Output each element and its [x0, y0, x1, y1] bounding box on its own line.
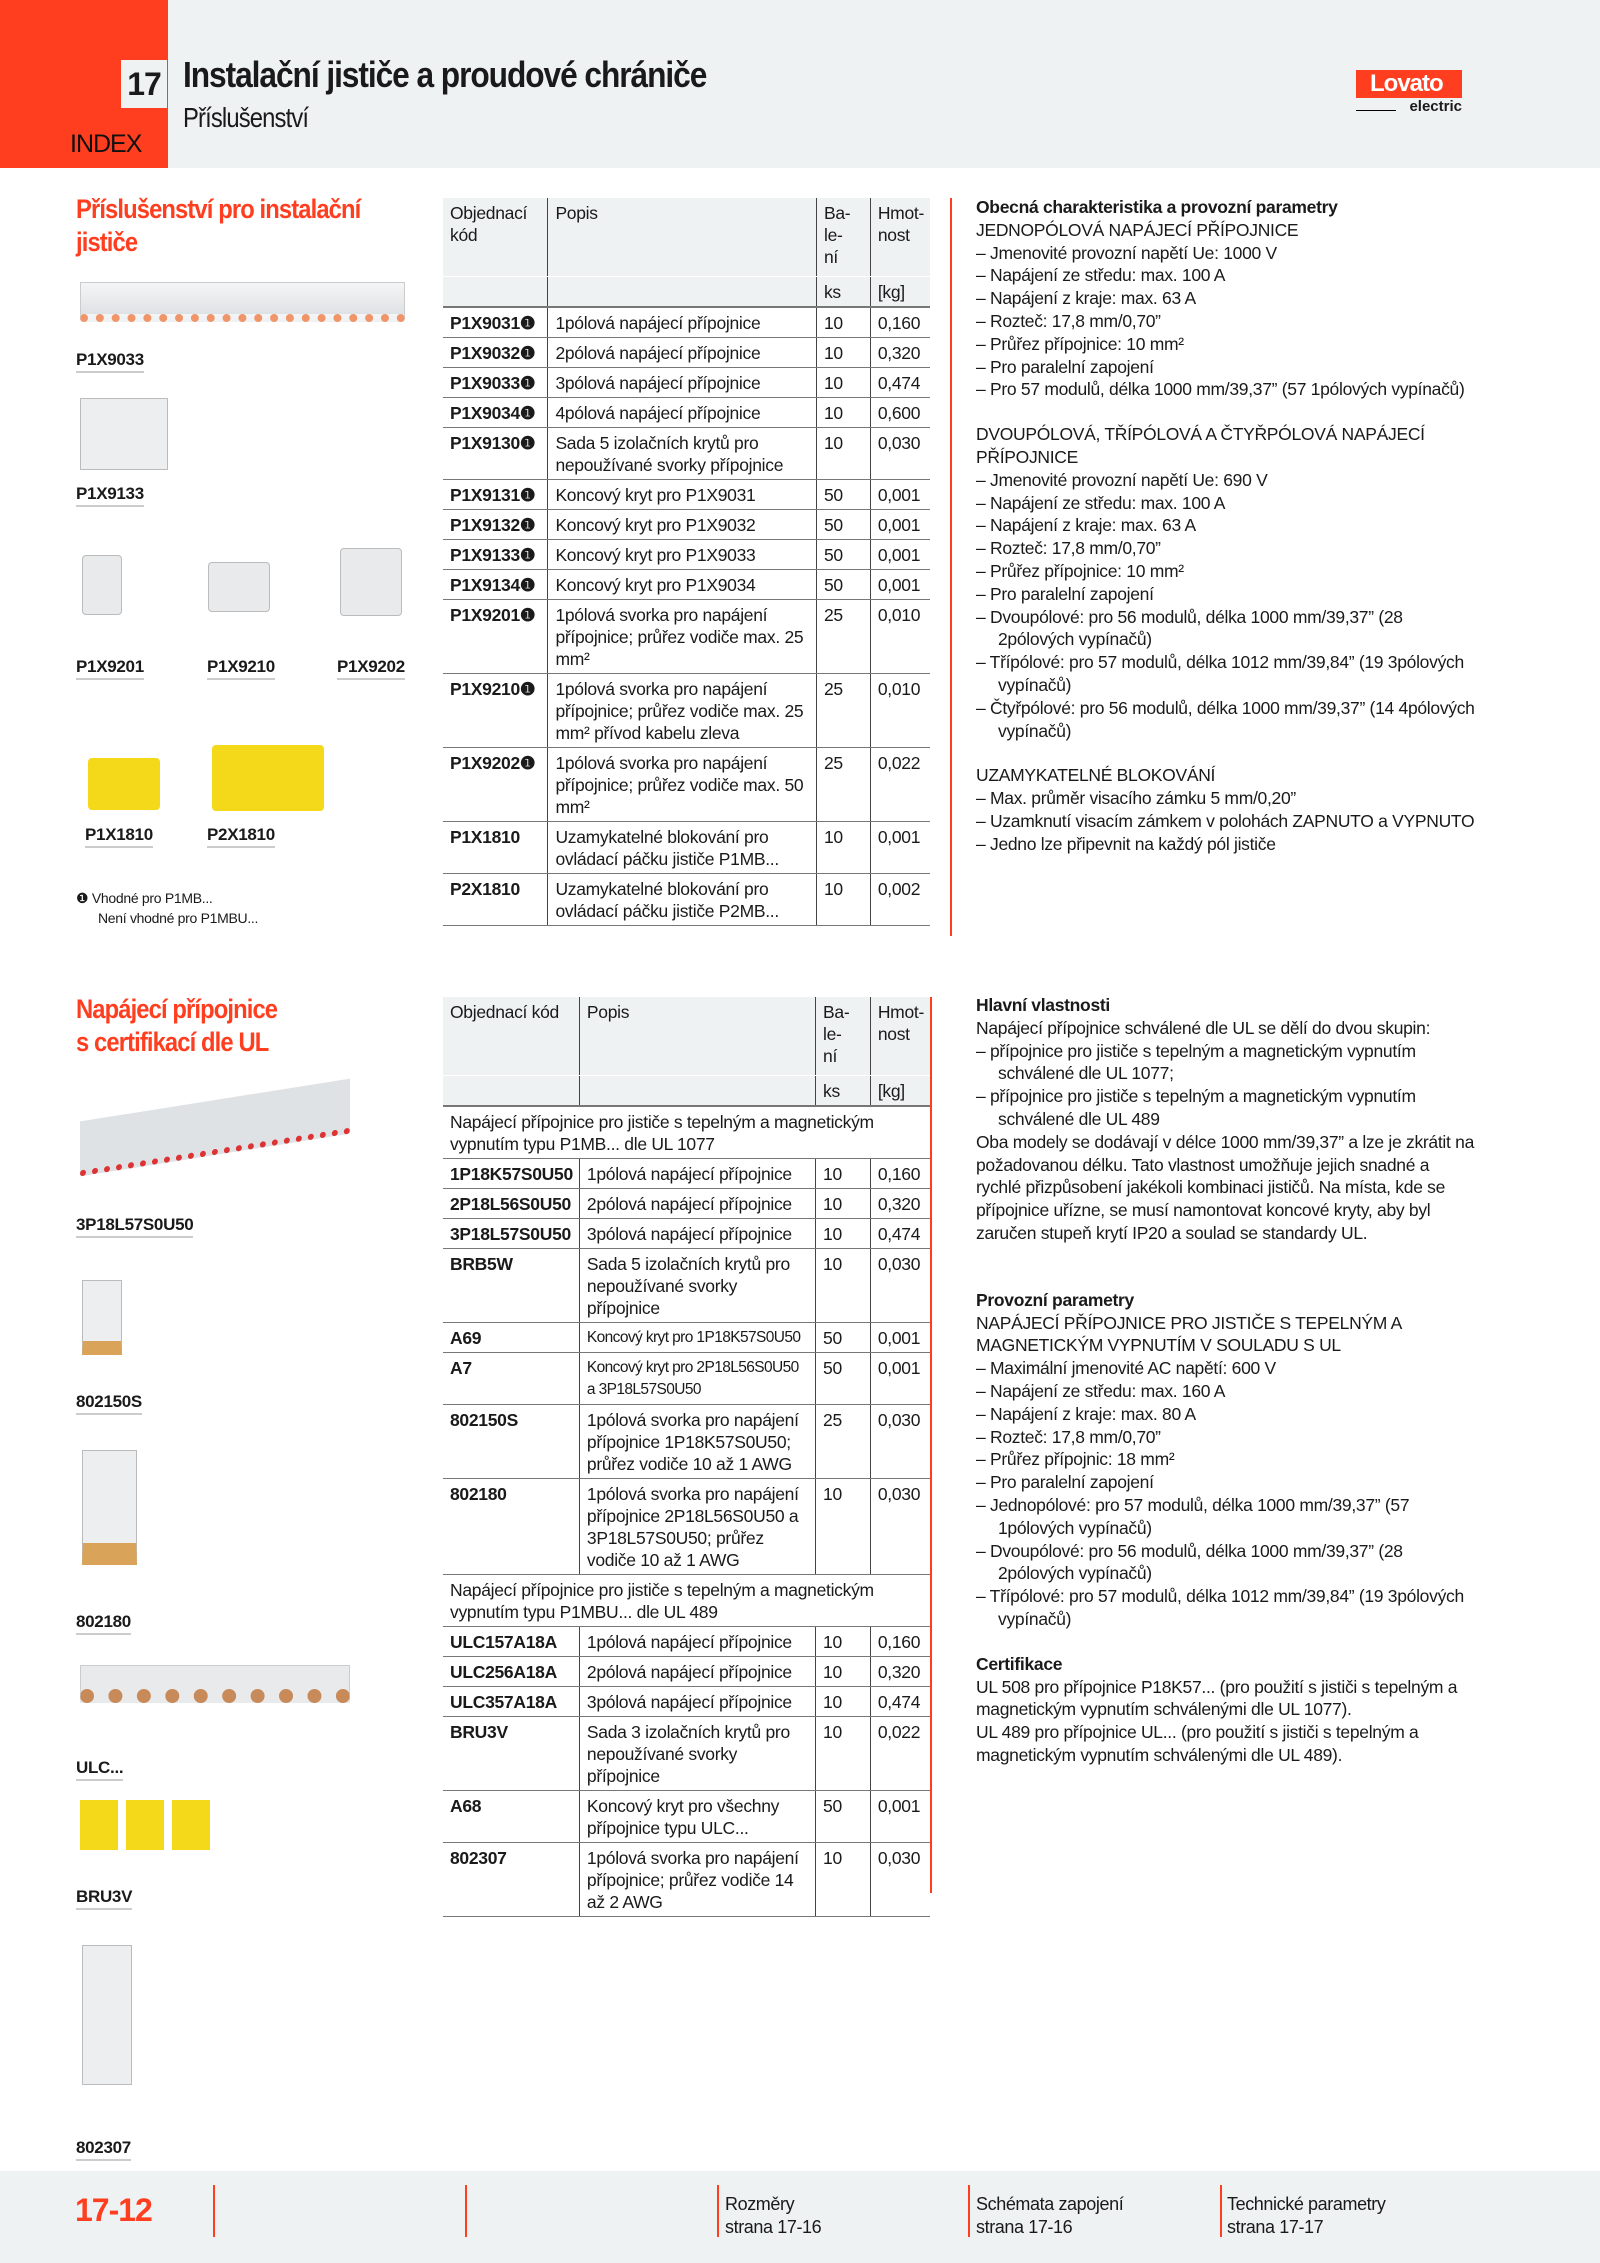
pack-quantity: 10 [816, 1218, 871, 1248]
pack-quantity: 50 [816, 1790, 871, 1842]
header-text: ní [823, 247, 838, 267]
pack-quantity: 10 [816, 1248, 871, 1322]
description: Koncový kryt pro všechny přípojnice typu ULC... [579, 1790, 815, 1842]
divider [717, 2185, 719, 2237]
footer-link-wiring[interactable]: Schémata zapojení strana 17-16 [976, 2194, 1124, 2237]
bullet-item: – Napájení ze středu: max. 100 A [976, 492, 1226, 513]
bullet-item: – Maximální jmenovité AC napětí: 600 V [976, 1358, 1276, 1379]
bullet-item: – Čtyřpólové: pro 56 modulů, délka 1000 mm/39,37” (14 4pólových vypínačů) [976, 697, 1475, 741]
order-code[interactable]: P1X9034❶ [443, 397, 548, 427]
product-label: BRU3V [76, 1887, 132, 1910]
table-row [443, 1686, 930, 1716]
description: 2pólová napájecí přípojnice [548, 337, 817, 367]
order-code[interactable]: 802150S [443, 1404, 579, 1478]
pack-quantity: 50 [816, 539, 870, 569]
product-label: 802180 [76, 1612, 131, 1635]
bullet-item: – Napájení z kraje: max. 63 A [976, 515, 1196, 536]
product-label: 802307 [76, 2138, 131, 2161]
terminal-image [208, 562, 270, 612]
pack-quantity: 10 [816, 1842, 871, 1916]
pack-quantity: 50 [816, 1352, 871, 1404]
description: Uzamykatelné blokování pro ovládací páčku jističe P1MB... [548, 821, 817, 873]
description: 2pólová napájecí přípojnice [579, 1656, 815, 1686]
table-row [443, 509, 930, 539]
weight: 0,030 [870, 427, 930, 479]
table-row [443, 1218, 930, 1248]
divider [1220, 2185, 1222, 2237]
pack-quantity: 10 [816, 873, 870, 925]
product-label: 802150S [76, 1392, 142, 1415]
spacer [976, 1267, 1476, 1289]
order-code[interactable]: P1X9131❶ [443, 479, 548, 509]
bullet-item: – Napájení z kraje: max. 63 A [976, 288, 1196, 309]
column-header [443, 997, 579, 1075]
accessories-table [443, 198, 930, 926]
ulc-busbar-image [80, 1665, 350, 1703]
bullet-item: – Pro 57 modulů, délka 1000 mm/39,37” (57 1pólových vypínačů) [976, 379, 1465, 400]
table-row [443, 599, 930, 673]
weight: 0,030 [870, 1248, 930, 1322]
weight: 0,001 [870, 821, 930, 873]
spacer [976, 1245, 1476, 1267]
spacer [976, 1631, 1476, 1653]
column-header [816, 997, 871, 1075]
pack-quantity: 10 [816, 1478, 871, 1574]
weight: 0,320 [870, 337, 930, 367]
description: Koncový kryt pro 1P18K57S0U50 [579, 1322, 815, 1352]
description: 2pólová napájecí přípojnice [579, 1188, 815, 1218]
pack-quantity: 10 [816, 307, 870, 338]
pack-quantity: 25 [816, 599, 870, 673]
unit-cell [443, 1075, 579, 1106]
description: 3pólová napájecí přípojnice [579, 1686, 815, 1716]
table-row [443, 427, 930, 479]
description: Uzamykatelné blokování pro ovládací páčku jističe P2MB... [548, 873, 817, 925]
description: 1pólová napájecí přípojnice [548, 307, 817, 338]
description: 1pólová svorka pro napájení přípojnice 1P18K57S0U50; průřez vodiče 10 až 1 AWG [579, 1404, 815, 1478]
order-code[interactable]: P1X1810 [443, 821, 548, 873]
bullet-item: – přípojnice pro jističe s tepelným a magnetickým vypnutím schválené dle UL 489 [976, 1086, 1416, 1129]
description: 1pólová svorka pro napájení přípojnice; průřez vodiče max. 25 mm² přívod kabelu zleva [548, 673, 817, 747]
table-row [443, 1248, 930, 1322]
table-row [443, 539, 930, 569]
order-code[interactable]: 1P18K57S0U50 [443, 1158, 579, 1188]
lovato-logo [1356, 70, 1462, 115]
table-row [443, 1478, 930, 1574]
bullet-item: – Průřez přípojnice: 10 mm² [976, 333, 1184, 354]
pack-quantity: 50 [816, 1322, 871, 1352]
weight: 0,160 [870, 1626, 930, 1656]
divider [465, 2185, 467, 2237]
description: 4pólová napájecí přípojnice [548, 397, 817, 427]
busbar-image [80, 282, 405, 322]
table-units-row [443, 1075, 930, 1106]
table-units-row [443, 276, 930, 307]
table-row [443, 397, 930, 427]
table-header-row [443, 997, 930, 1075]
bullet-item: – Dvoupólové: pro 56 modulů, délka 1000 mm/39,37” (28 2pólových vypínačů) [976, 606, 1403, 650]
group-header: Napájecí přípojnice pro jističe s tepelným a magnetickým vypnutím typu P1MBU... dle UL 489 [443, 1574, 930, 1626]
weight: 0,001 [870, 569, 930, 599]
weight: 0,474 [870, 1686, 930, 1716]
bullet-item: – Třípólové: pro 57 modulů, délka 1012 mm/39,84” (19 3pólových vypínačů) [976, 652, 1464, 695]
pack-quantity: 50 [816, 569, 870, 599]
description: Koncový kryt pro 2P18L56S0U50 a 3P18L57S0U50 [579, 1352, 815, 1404]
column-header [870, 198, 930, 276]
pack-quantity: 25 [816, 673, 870, 747]
order-code[interactable]: P1X9210❶ [443, 673, 548, 747]
column-header [579, 997, 815, 1075]
description: 1pólová napájecí přípojnice [579, 1158, 815, 1188]
unit-cell: [kg] [870, 276, 930, 307]
bullet-item: – Rozteč: 17,8 mm/0,70” [976, 310, 1161, 331]
product-label: P2X1810 [207, 825, 275, 848]
order-code[interactable]: BRU3V [443, 1716, 579, 1790]
weight: 0,474 [870, 367, 930, 397]
bullet-item: – Napájení ze středu: max. 100 A [976, 265, 1226, 286]
description: 1pólová svorka pro napájení přípojnice; průřez vodiče max. 25 mm² [548, 599, 817, 673]
footnote-line: Není vhodné pro P1MBU... [98, 910, 259, 926]
terminal-image [340, 548, 402, 616]
pack-quantity: 25 [816, 1404, 871, 1478]
table-row [443, 673, 930, 747]
weight: 0,030 [870, 1842, 930, 1916]
weight: 0,600 [870, 397, 930, 427]
description: 1pólová svorka pro napájení přípojnice 2P18L56S0U50 a 3P18L57S0U50; průřez vodiče 10 až 1 AWG [579, 1478, 815, 1574]
bullet-item: – Jedno lze připevnit na každý pól jističe [976, 833, 1276, 854]
header-text: Hmot- [877, 1002, 924, 1022]
pack-quantity: 10 [816, 337, 870, 367]
table-row [443, 569, 930, 599]
weight: 0,001 [870, 509, 930, 539]
end-cover-image [80, 398, 168, 470]
terminal-image [82, 1450, 137, 1565]
footer-link-dimensions[interactable]: Rozměry strana 17-16 [725, 2194, 822, 2237]
pack-quantity: 10 [816, 1656, 871, 1686]
weight: 0,320 [870, 1188, 930, 1218]
order-code[interactable]: A69 [443, 1322, 579, 1352]
text-heading: Provozní parametry [976, 1289, 1134, 1310]
order-code[interactable]: A68 [443, 1790, 579, 1842]
bullet-item: – Třípólové: pro 57 modulů, délka 1012 mm/39,84” (19 3pólových vypínačů) [976, 1586, 1464, 1629]
product-label: P1X9202 [337, 657, 405, 680]
pack-quantity: 10 [816, 427, 870, 479]
paragraph: UL 489 pro přípojnice UL... (pro použití s jističi s tepelným a magnetickým vypnutím schválenými dle UL 489). [976, 1722, 1419, 1765]
page-number: 17-12 [75, 2192, 152, 2228]
weight: 0,474 [870, 1218, 930, 1248]
footnote-line: ❶ Vhodné pro P1MB... [76, 890, 213, 906]
header-text: ní [823, 1046, 838, 1066]
table-row [443, 1842, 930, 1916]
pack-quantity: 10 [816, 1716, 871, 1790]
description: 3pólová napájecí přípojnice [579, 1218, 815, 1248]
spacer [976, 401, 1476, 423]
table-row [443, 1352, 930, 1404]
order-code[interactable]: BRB5W [443, 1248, 579, 1322]
pack-quantity: 25 [816, 747, 870, 821]
weight: 0,001 [870, 1790, 930, 1842]
weight: 0,320 [870, 1656, 930, 1686]
weight: 0,030 [870, 1404, 930, 1478]
table-row [443, 1322, 930, 1352]
group-header: Napájecí přípojnice pro jističe s tepelným a magnetickým vypnutím typu P1MB... dle UL 1077 [443, 1106, 930, 1159]
paragraph: Oba modely se dodávají v délce 1000 mm/39,37” a lze je zkrátit na požadovanou délku. Tato vlastnost umožňuje jejich snadné a rychlé přizpůsobení jakékoli kombinaci jističů. Na místa, kde se přípojnice uřízne, se musí namontovat koncové kryty, aby byl zaručen stupeň krytí IP20 a soulad se standardy UL. [976, 1131, 1474, 1243]
table-row [443, 1106, 930, 1159]
paragraph: Napájecí přípojnice schválené dle UL se dělí do dvou skupin: [976, 1017, 1431, 1038]
order-code[interactable]: A7 [443, 1352, 579, 1404]
product-label: P1X1810 [85, 825, 153, 848]
table-row [443, 367, 930, 397]
paragraph: NAPÁJECÍ PŘÍPOJNICE PRO JISTIČE S TEPELNÝM A MAGNETICKÝM VYPNUTÍM V SOULADU S UL [976, 1312, 1402, 1356]
description: 1pólová svorka pro napájení přípojnice; průřez vodiče 14 až 2 AWG [579, 1842, 815, 1916]
pack-quantity: 10 [816, 821, 870, 873]
pack-quantity: 10 [816, 1188, 871, 1218]
bullet-item: – Pro paralelní zapojení [976, 1472, 1154, 1493]
order-code[interactable]: P1X9201❶ [443, 599, 548, 673]
weight: 0,001 [870, 1352, 930, 1404]
main-features [976, 994, 1476, 1767]
table-row [443, 747, 930, 821]
weight: 0,001 [870, 479, 930, 509]
product-label: 3P18L57S0U50 [76, 1215, 193, 1238]
terminal-image [82, 1280, 122, 1355]
pack-quantity: 10 [816, 367, 870, 397]
bullet-item: – Jednopólové: pro 57 modulů, délka 1000 mm/39,37” (57 1pólových vypínačů) [976, 1494, 1410, 1538]
header-text: nost [877, 1024, 910, 1044]
ul-busbar-table [443, 997, 930, 1917]
order-code[interactable]: 3P18L57S0U50 [443, 1218, 579, 1248]
bullet-item: – Rozteč: 17,8 mm/0,70” [976, 538, 1161, 559]
order-code[interactable]: P1X9134❶ [443, 569, 548, 599]
terminal-image [82, 1945, 132, 2085]
bullet-item: – Uzamknutí visacím zámkem v polohách ZAPNUTO a VYPNUTO [976, 810, 1475, 831]
weight: 0,160 [870, 307, 930, 338]
order-code[interactable]: P1X9031❶ [443, 307, 548, 338]
table-row [443, 821, 930, 873]
description: 1pólová svorka pro napájení přípojnice; průřez vodiče max. 50 mm² [548, 747, 817, 821]
logo-subtext: electric [1409, 98, 1462, 115]
heading-line: Napájecí přípojnice [76, 994, 278, 1024]
ul-busbar-image [80, 1079, 350, 1177]
index-link[interactable]: INDEX [70, 130, 142, 158]
divider [968, 2185, 970, 2237]
description: Koncový kryt pro P1X9031 [548, 479, 817, 509]
order-code[interactable]: ULC256A18A [443, 1656, 579, 1686]
order-code[interactable]: P1X9132❶ [443, 509, 548, 539]
weight: 0,001 [870, 1322, 930, 1352]
bullet-item: – Jmenovité provozní napětí Ue: 1000 V [976, 242, 1277, 263]
weight: 0,022 [870, 1716, 930, 1790]
table-row [443, 1158, 930, 1188]
section2-heading [76, 993, 277, 1059]
insulating-covers-image [80, 1800, 210, 1850]
header-text: Popis [555, 203, 598, 223]
spacer [976, 742, 1476, 764]
footnote [76, 888, 258, 928]
order-code[interactable]: ULC357A18A [443, 1686, 579, 1716]
table-row [443, 1404, 930, 1478]
page-subtitle: Příslušenství [183, 102, 309, 133]
bullet-item: – Dvoupólové: pro 56 modulů, délka 1000 mm/39,37” (28 2pólových vypínačů) [976, 1540, 1403, 1584]
order-code[interactable]: P1X9033❶ [443, 367, 548, 397]
bullet-item: – Pro paralelní zapojení [976, 356, 1154, 377]
order-code[interactable]: 2P18L56S0U50 [443, 1188, 579, 1218]
bullet-item: – Napájení z kraje: max. 80 A [976, 1403, 1196, 1424]
product-label: P1X9201 [76, 657, 144, 680]
unit-cell: ks [816, 1075, 871, 1106]
description: Sada 3 izolačních krytů pro nepoužívané svorky přípojnice [579, 1716, 815, 1790]
header-text: Ba- [823, 1002, 850, 1022]
header-text: le- [823, 225, 843, 245]
weight: 0,030 [870, 1478, 930, 1574]
pack-quantity: 10 [816, 1686, 871, 1716]
table-row [443, 337, 930, 367]
column-header [443, 198, 548, 276]
header-text: Popis [586, 1002, 630, 1022]
section1-heading: Příslušenství pro instalační jističe [76, 194, 361, 257]
bullet-item: – Průřez přípojnic: 18 mm² [976, 1449, 1175, 1470]
bullet-item: – Max. průměr visacího zámku 5 mm/0,20” [976, 788, 1296, 809]
weight: 0,160 [870, 1158, 930, 1188]
general-characteristics [976, 196, 1476, 856]
order-code[interactable]: P1X9202❶ [443, 747, 548, 821]
table-row [443, 1188, 930, 1218]
bullet-item: – Napájení ze středu: max. 160 A [976, 1380, 1226, 1401]
table-header-row [443, 198, 930, 276]
header-text: le- [823, 1024, 842, 1044]
weight: 0,002 [870, 873, 930, 925]
unit-cell [443, 276, 548, 307]
weight: 0,022 [870, 747, 930, 821]
chapter-number: 17 [121, 60, 167, 108]
table-row [443, 1790, 930, 1842]
terminal-image [82, 555, 122, 615]
paragraph: DVOUPÓLOVÁ, TŘÍPÓLOVÁ A ČTYŘPÓLOVÁ NAPÁJECÍ PŘÍPOJNICE [976, 424, 1425, 467]
description: Sada 5 izolačních krytů pro nepoužívané svorky přípojnice [548, 427, 817, 479]
footer-link-technical[interactable]: Technické parametry strana 17-17 [1227, 2194, 1386, 2237]
divider [950, 198, 952, 936]
heading-line: s certifikací dle UL [76, 1027, 269, 1057]
description: Koncový kryt pro P1X9033 [548, 539, 817, 569]
pack-quantity: 50 [816, 509, 870, 539]
unit-cell: ks [816, 276, 870, 307]
weight: 0,010 [870, 673, 930, 747]
paragraph: JEDNOPÓLOVÁ NAPÁJECÍ PŘÍPOJNICE [976, 219, 1299, 240]
text-heading: Hlavní vlastnosti [976, 995, 1110, 1015]
bullet-item: – Pro paralelní zapojení [976, 583, 1154, 604]
table-row [443, 873, 930, 925]
order-code[interactable]: P2X1810 [443, 873, 548, 925]
order-code[interactable]: 802307 [443, 1842, 579, 1916]
unit-cell: [kg] [870, 1075, 930, 1106]
text-heading: Obecná charakteristika a provozní parametry [976, 197, 1338, 217]
pack-quantity: 10 [816, 397, 870, 427]
paragraph: UZAMYKATELNÉ BLOKOVÁNÍ [976, 765, 1216, 786]
unit-cell [548, 276, 817, 307]
table-row [443, 1656, 930, 1686]
pack-quantity: 10 [816, 1158, 871, 1188]
description: 1pólová napájecí přípojnice [579, 1626, 815, 1656]
weight: 0,001 [870, 539, 930, 569]
table-row [443, 1574, 930, 1626]
table-row [443, 479, 930, 509]
table-row [443, 1716, 930, 1790]
lock-image [212, 745, 324, 811]
description: 3pólová napájecí přípojnice [548, 367, 817, 397]
header-text: nost [877, 225, 910, 245]
column-header [816, 198, 870, 276]
pack-quantity: 10 [816, 1626, 871, 1656]
bullet-item: – Průřez přípojnice: 10 mm² [976, 560, 1184, 581]
unit-cell [579, 1075, 815, 1106]
product-label: P1X9210 [207, 657, 275, 680]
lock-image [88, 758, 160, 810]
column-header [870, 997, 930, 1075]
divider [930, 997, 932, 1893]
header-text: Ba- [823, 203, 851, 223]
bullet-item: – přípojnice pro jističe s tepelným a magnetickým vypnutím schválené dle UL 1077; [976, 1040, 1416, 1084]
order-code[interactable]: 802180 [443, 1478, 579, 1574]
header-text: Hmot- [877, 203, 924, 223]
order-code[interactable]: P1X9130❶ [443, 427, 548, 479]
order-code[interactable]: P1X9032❶ [443, 337, 548, 367]
text-heading: Certifikace [976, 1653, 1063, 1674]
paragraph: UL 508 pro přípojnice P18K57... (pro použití s jističi s tepelným a magnetickým vypnutím schválenými dle UL 1077). [976, 1676, 1458, 1720]
order-code[interactable]: ULC157A18A [443, 1626, 579, 1656]
logo-text: Lovato [1356, 70, 1462, 98]
header-text: Objednací kód [450, 1002, 559, 1022]
table-row [443, 1626, 930, 1656]
bullet-item: – Rozteč: 17,8 mm/0,70” [976, 1426, 1161, 1447]
description: Sada 5 izolačních krytů pro nepoužívané svorky přípojnice [579, 1248, 815, 1322]
description: Koncový kryt pro P1X9034 [548, 569, 817, 599]
table-row [443, 307, 930, 338]
product-label: P1X9033 [76, 350, 144, 373]
description: Koncový kryt pro P1X9032 [548, 509, 817, 539]
page-title: Instalační jističe a proudové chrániče [183, 54, 707, 95]
weight: 0,010 [870, 599, 930, 673]
bullet-item: – Jmenovité provozní napětí Ue: 690 V [976, 469, 1268, 490]
divider [213, 2185, 215, 2237]
product-label: ULC... [76, 1758, 123, 1781]
order-code[interactable]: P1X9133❶ [443, 539, 548, 569]
column-header [548, 198, 817, 276]
pack-quantity: 50 [816, 479, 870, 509]
product-label: P1X9133 [76, 484, 144, 507]
header-text: Objednací kód [450, 203, 528, 245]
